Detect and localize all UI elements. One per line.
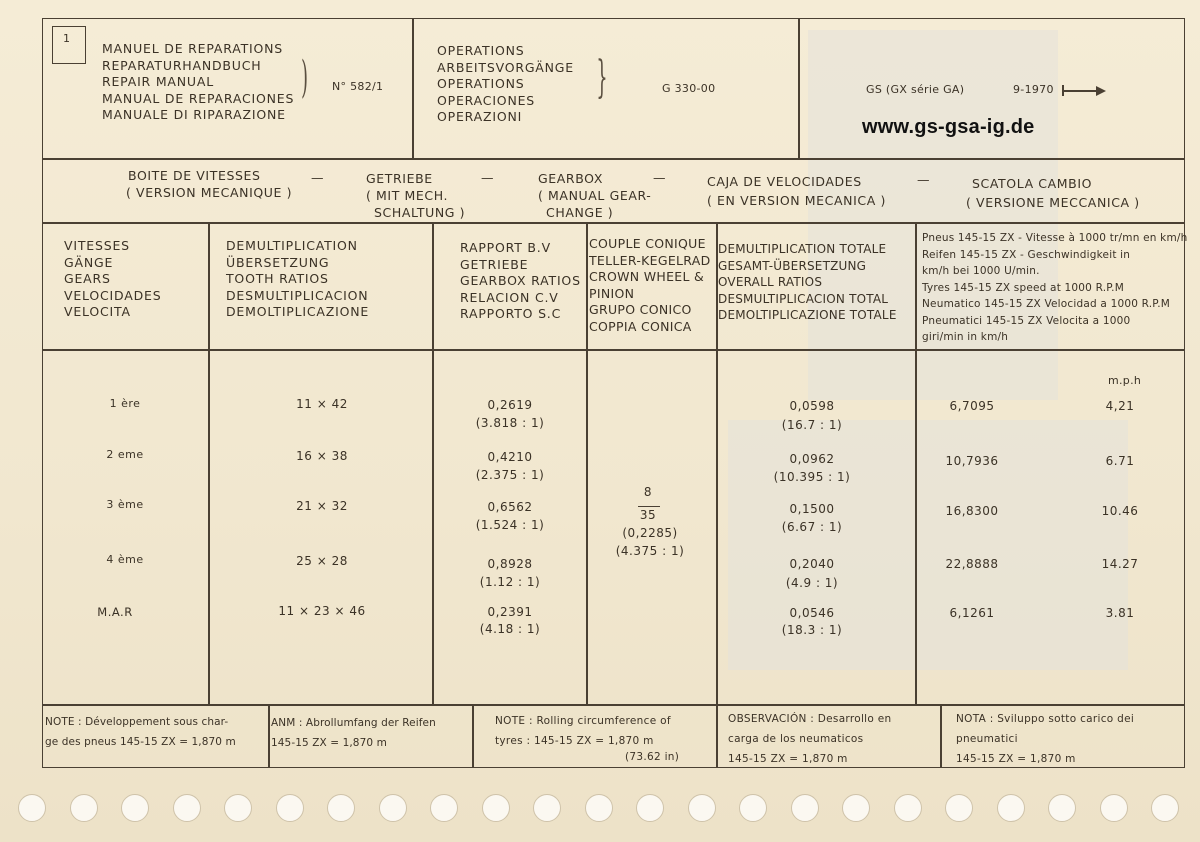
punch-hole: [842, 794, 870, 822]
rule: [586, 222, 588, 704]
rule: [268, 704, 270, 768]
punch-hole: [585, 794, 613, 822]
operations-de: ARBEITSVORGÄNGE: [437, 59, 574, 75]
rule: [472, 704, 474, 768]
title-dash: —: [311, 170, 325, 185]
gb-ratio-4: (1.12 : 1): [479, 575, 541, 589]
col-header-crown: COUPLE CONIQUE TELLER-KEGELRAD CROWN WHEEL & PINION GRUPO CONICO COPPIA CONICA: [589, 236, 711, 334]
total-ratio-2: (10.395 : 1): [773, 470, 851, 484]
punch-hole: [224, 794, 252, 822]
brace-icon: ): [301, 52, 309, 103]
arrow-icon-head: [1096, 86, 1106, 96]
rule: [42, 349, 1185, 351]
gb-ratio-1: (3.818 : 1): [475, 416, 545, 430]
punch-hole: [1151, 794, 1179, 822]
teeth-5: 11 × 23 × 46: [278, 604, 366, 618]
rule: [42, 222, 1185, 224]
punch-hole: [276, 794, 304, 822]
note-fr: NOTE : Développement sous char- ge des pneus 145-15 ZX = 1,870 m: [45, 716, 236, 748]
rule: [940, 704, 942, 768]
gb-1: 0,2619: [487, 398, 533, 412]
gear-2: 2 eme: [106, 448, 144, 461]
title-it: SCATOLA CAMBIO ( VERSIONE MECCANICA ): [966, 176, 1140, 210]
gb-ratio-3: (1.524 : 1): [475, 518, 545, 532]
note-en: NOTE : Rolling circumference of tyres : 145-15 ZX = 1,870 m (73.62 in): [495, 715, 680, 763]
operation-code: G 330-00: [662, 82, 716, 95]
col-header-gearbox: RAPPORT B.V GETRIEBE GEARBOX RATIOS RELACION C.V RAPPORTO S.C: [460, 240, 581, 321]
punch-hole: [739, 794, 767, 822]
rule: [432, 222, 434, 704]
gear-5: M.A.R: [97, 605, 133, 619]
mph-label: m.p.h: [1108, 374, 1142, 387]
gb-3: 0,6562: [487, 500, 533, 514]
punch-hole: [945, 794, 973, 822]
total-3: 0,1500: [789, 502, 835, 516]
title-de: GETRIEBE ( MIT MECH. SCHALTUNG ): [366, 171, 466, 220]
punch-hole: [533, 794, 561, 822]
rule: [42, 158, 1185, 160]
mph-2: 6.71: [1105, 454, 1135, 468]
rule: [798, 18, 800, 158]
rule: [915, 222, 917, 704]
mph-4: 14.27: [1101, 557, 1139, 571]
kmh-2: 10,7936: [945, 454, 999, 468]
rule: [42, 704, 1185, 706]
gear-4: 4 ème: [106, 553, 144, 566]
punch-hole: [70, 794, 98, 822]
brace-icon: }: [596, 52, 608, 103]
note-it: NOTA : Sviluppo sotto carico dei pneumatici 145-15 ZX = 1,870 m: [956, 713, 1135, 765]
title-dash: —: [653, 170, 667, 185]
teeth-3: 21 × 32: [296, 499, 348, 513]
manual-title-fr: MANUEL DE REPARATIONS: [102, 41, 284, 56]
punch-hole: [1048, 794, 1076, 822]
col-header-overall: DEMULTIPLICATION TOTALE GESAMT-ÜBERSETZUNG OVERALL RATIOS DESMULTIPLICACION TOTAL DEMOLTIPLICAZIONE TOTALE: [718, 242, 897, 322]
gb-2: 0,4210: [487, 450, 533, 464]
rule: [716, 704, 718, 768]
note-es: OBSERVACIÓN : Desarrollo en carga de los neumaticos 145-15 ZX = 1,870 m: [728, 713, 892, 765]
total-ratio-5: (18.3 : 1): [781, 623, 843, 637]
rule: [412, 18, 414, 158]
title-dash: —: [917, 172, 931, 187]
date-label: 9-1970: [1013, 83, 1054, 96]
punch-hole: [430, 794, 458, 822]
total-ratio-4: (4.9 : 1): [785, 576, 839, 590]
punch-hole: [379, 794, 407, 822]
gb-5: 0,2391: [487, 605, 533, 619]
mph-1: 4,21: [1105, 399, 1135, 413]
col-header-gears: VITESSES GÄNGE GEARS VELOCIDADES VELOCITA: [64, 238, 162, 319]
gear-1: 1 ère: [109, 397, 141, 410]
title-es: CAJA DE VELOCIDADES ( EN VERSION MECANICA ): [707, 174, 886, 208]
gb-4: 0,8928: [487, 557, 533, 571]
operations-titles: [437, 43, 574, 126]
total-ratio-3: (6.67 : 1): [781, 520, 843, 534]
model-label: GS (GX série GA): [866, 83, 965, 96]
punch-hole: [121, 794, 149, 822]
total-ratio-1: (16.7 : 1): [781, 418, 843, 432]
total-2: 0,0962: [789, 452, 835, 466]
operations-en: OPERATIONS: [437, 76, 525, 91]
teeth-2: 16 × 38: [296, 449, 348, 463]
doc-number-box: [52, 26, 86, 64]
punch-hole: [791, 794, 819, 822]
manual-title-it: MANUALE DI RIPARAZIONE: [102, 107, 286, 122]
kmh-5: 6,1261: [949, 606, 995, 620]
operations-es: OPERACIONES: [437, 92, 536, 108]
punch-hole: [173, 794, 201, 822]
punch-hole: [636, 794, 664, 822]
title-dash: —: [481, 170, 495, 185]
rule: [208, 222, 210, 704]
gb-ratio-2: (2.375 : 1): [475, 468, 545, 482]
manual-title-es: MANUAL DE REPARACIONES: [102, 90, 295, 106]
crown-numerator: 8: [643, 485, 653, 499]
col-header-speed: Pneus 145-15 ZX - Vitesse à 1000 tr/mn en km/h Reifen 145-15 ZX - Geschwindigkeit in km/h bei 1000 U/min. Tyres 145-15 ZX speed at 1000 R.P.M Neumatico 145-15 ZX Velocidad a 1000 R.P.M Pneumatici 145-15 ZX Velocita a 1000 giri/min in km/h: [922, 232, 1188, 343]
website-link[interactable]: www.gs-gsa-ig.de: [862, 116, 1035, 138]
punch-hole: [688, 794, 716, 822]
col-header-tooth: DEMULTIPLICATION ÜBERSETZUNG TOOTH RATIOS DESMULTIPLICACION DEMOLTIPLICAZIONE: [226, 238, 370, 319]
manual-number: N° 582/1: [332, 80, 384, 93]
total-5: 0,0546: [789, 606, 835, 620]
punch-hole: [327, 794, 355, 822]
punch-hole: [1100, 794, 1128, 822]
manual-title-en: REPAIR MANUAL: [102, 74, 214, 89]
operations-it: OPERAZIONI: [437, 109, 523, 124]
teeth-1: 11 × 42: [296, 397, 348, 411]
kmh-4: 22,8888: [945, 557, 999, 571]
kmh-3: 16,8300: [945, 504, 999, 518]
manual-title-de: REPARATURHANDBUCH: [102, 57, 262, 73]
total-4: 0,2040: [789, 557, 835, 571]
gear-3: 3 ème: [106, 498, 144, 511]
crown-ratio: (4.375 : 1): [615, 544, 685, 558]
note-de: ANM : Abrollumfang der Reifen 145-15 ZX = 1,870 m: [271, 717, 436, 749]
manual-titles: [102, 41, 294, 124]
operations-fr: OPERATIONS: [437, 43, 525, 58]
kmh-1: 6,7095: [949, 399, 995, 413]
crown-denominator: 35: [639, 508, 657, 522]
gb-ratio-5: (4.18 : 1): [479, 622, 541, 636]
mph-3: 10.46: [1101, 504, 1139, 518]
doc-number: 1: [63, 32, 70, 45]
crown-decimal: (0,2285): [622, 526, 678, 540]
total-1: 0,0598: [789, 399, 835, 413]
punch-hole: [482, 794, 510, 822]
punch-hole: [18, 794, 46, 822]
teeth-4: 25 × 28: [296, 554, 348, 568]
punch-hole: [894, 794, 922, 822]
title-en: GEARBOX ( MANUAL GEAR- CHANGE ): [538, 171, 652, 220]
title-fr: BOITE DE VITESSES ( VERSION MECANIQUE ): [126, 168, 293, 200]
mph-5: 3.81: [1105, 606, 1135, 620]
punch-hole: [997, 794, 1025, 822]
